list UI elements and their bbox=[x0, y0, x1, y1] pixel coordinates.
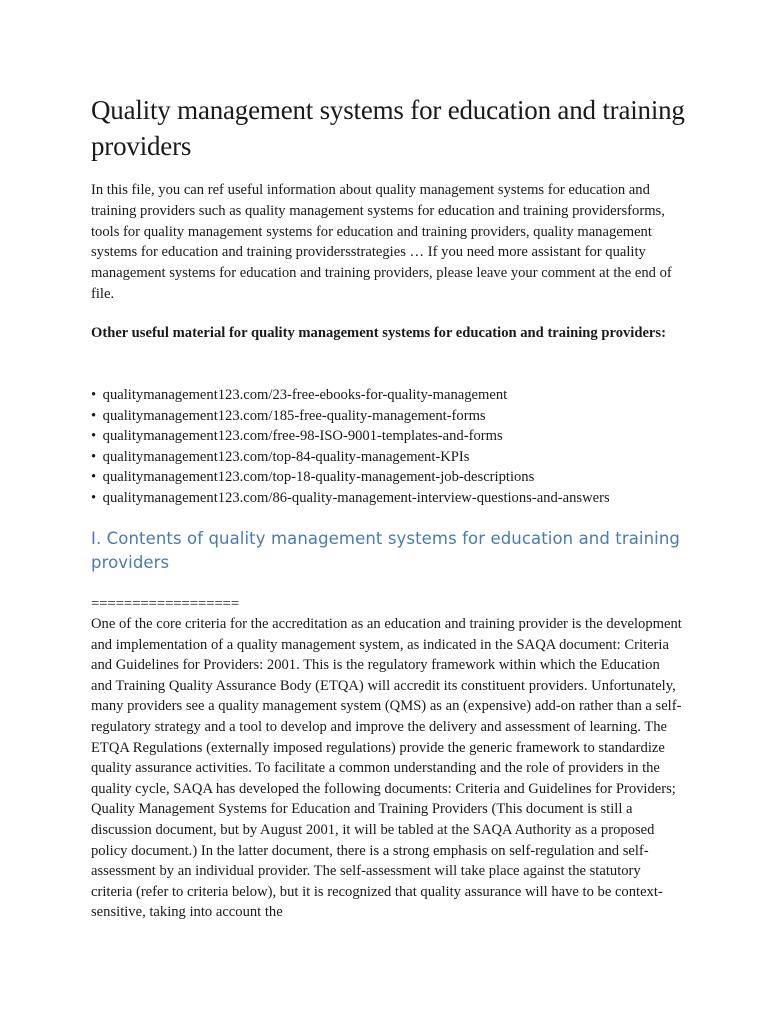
link-text[interactable]: qualitymanagement123.com/23-free-ebooks-for-quality-management bbox=[102, 387, 508, 403]
list-item[interactable] bbox=[91, 406, 691, 427]
link-text[interactable]: qualitymanagement123.com/free-98-ISO-9001-templates-and-forms bbox=[102, 428, 503, 445]
list-item[interactable] bbox=[91, 488, 691, 509]
list-item[interactable] bbox=[91, 447, 691, 468]
intro-paragraph: In this file, you can ref useful information about quality management systems for education and training providers such as quality management systems for education and training providersforms, tools for quality management systems for education and training providers, quality management systems for education and training providersstrategies … If you need more assistant for quality management systems for education and training providers, please leave your comment at the end of file. bbox=[91, 182, 672, 302]
useful-material-heading: Other useful material for quality management systems for education and training providers: bbox=[91, 325, 666, 341]
document-title: Quality management systems for education and training providers bbox=[91, 95, 685, 161]
body-paragraph: One of the core criteria for the accreditation as an education and training provider is the development and implementation of a quality management system, as indicated in the SAQA document: Criteria and Guidelines for Providers: 2001. This is the regulatory framework within which the Education and Training Quality Assurance Body (ETQA) will accredit its constituent providers. Unfortunately, many providers see a quality management system (QMS) as an (expensive) add-on rather than a self-regulatory strategy and a tool to develop and improve the delivery and assessment of learning. The ETQA Regulations (externally imposed regulations) provide the generic framework to standardize quality assurance activities. To facilitate a common understanding and the role of providers in the quality cycle, SAQA has developed the following documents: Criteria and Guidelines for Providers; Quality Management Systems for Education and Training Providers (This document is still a discussion document, but by August 2001, it will be tabled at the SAQA Authority as a proposed policy document.) In the latter document, there is a strong emphasis on self-regulation and self-assessment by an individual provider. The self-assessment will take place against the statutory criteria (refer to criteria below), but it is recognized that quality assurance will have to be context-sensitive, taking into account the bbox=[91, 616, 682, 921]
link-text[interactable]: qualitymanagement123.com/top-18-quality-management-job-descriptions bbox=[102, 469, 535, 486]
bullet-glyph: • bbox=[91, 469, 97, 486]
bullet-glyph: • bbox=[91, 428, 97, 445]
list-item[interactable] bbox=[91, 426, 691, 447]
bullet-glyph: • bbox=[91, 489, 97, 506]
useful-links-list bbox=[91, 385, 691, 509]
section-heading: I. Contents of quality management systems for education and training providers bbox=[91, 529, 680, 572]
section-divider: ================== bbox=[91, 596, 240, 612]
link-text[interactable]: qualitymanagement123.com/86-quality-management-interview-questions-and-answers bbox=[102, 489, 610, 506]
bullet-glyph: • bbox=[91, 387, 97, 403]
list-item[interactable] bbox=[91, 467, 691, 488]
link-text[interactable]: qualitymanagement123.com/185-free-quality-management-forms bbox=[102, 407, 486, 424]
list-item[interactable] bbox=[91, 385, 691, 406]
bullet-glyph: • bbox=[91, 448, 97, 465]
bullet-glyph: • bbox=[91, 407, 97, 424]
link-text[interactable]: qualitymanagement123.com/top-84-quality-management-KPIs bbox=[102, 448, 470, 465]
